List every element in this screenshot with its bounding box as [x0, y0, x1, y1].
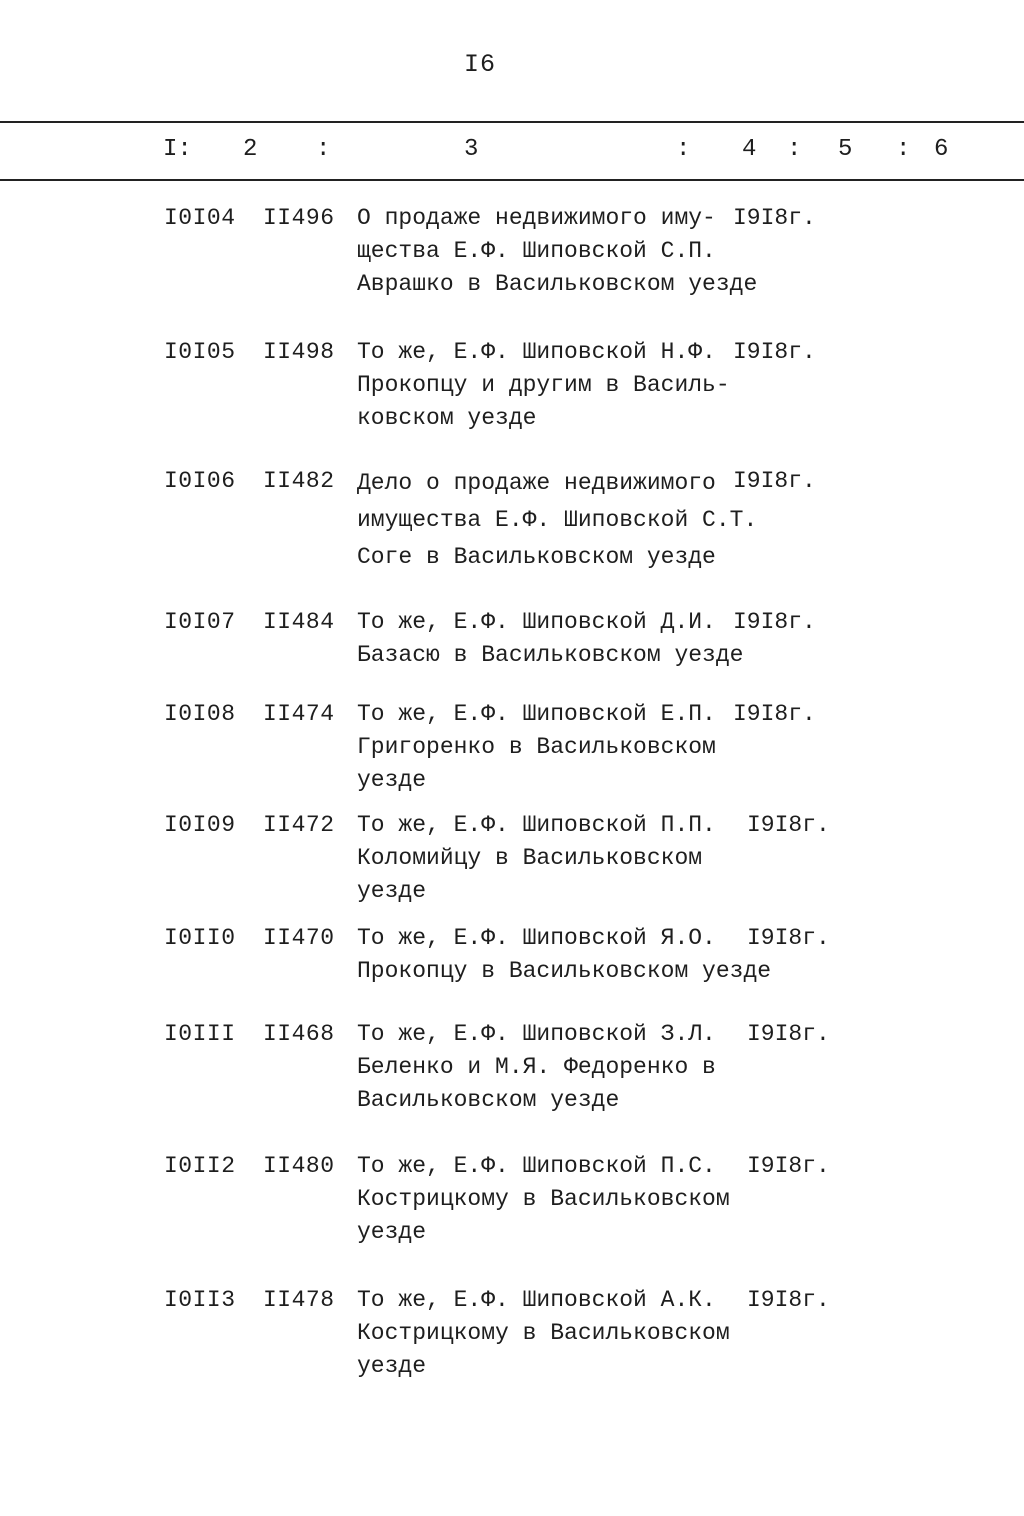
entry-title-line: То же, Е.Ф. Шиповской П.П. [357, 812, 716, 838]
column-header-5: 5 [838, 136, 853, 163]
column-header-1: I: [163, 136, 192, 163]
entry-year: I9I8г. [733, 339, 816, 365]
entry-title-line: ковском уезде [357, 405, 537, 431]
entry-year: I9I8г. [733, 205, 816, 231]
entry-title-line: уезде [357, 1353, 427, 1379]
entry-title-line: То же, Е.Ф. Шиповской П.С. [357, 1153, 716, 1179]
entry-title-line: имущества Е.Ф. Шиповской С.Т. [357, 507, 758, 533]
entry-file-number: II474 [263, 701, 335, 727]
entry-file-number: II484 [263, 609, 335, 635]
entry-year: I9I8г. [747, 1153, 830, 1179]
entry-file-number: II472 [263, 812, 335, 838]
column-separator: : [676, 136, 691, 163]
column-separator: : [316, 136, 331, 163]
entry-file-number: II480 [263, 1153, 335, 1179]
entry-title [357, 1284, 777, 1383]
entry-number: I0I04 [164, 205, 236, 231]
entry-title-line: То же, Е.Ф. Шиповской З.Л. [357, 1021, 716, 1047]
entry-year: I9I8г. [733, 609, 816, 635]
column-header-2: 2 [243, 136, 258, 163]
column-header-3: 3 [464, 136, 479, 163]
entry-file-number: II470 [263, 925, 335, 951]
entry-title-line: уезде [357, 878, 427, 904]
entry-title [357, 336, 777, 435]
column-header-row [0, 136, 1024, 168]
entry-title-line: Прокопцу в Васильковском уезде [357, 958, 772, 984]
entry-title-line: Соге в Васильковском уезде [357, 544, 716, 570]
entry-year: I9I8г. [747, 1287, 830, 1313]
entry-file-number: II496 [263, 205, 335, 231]
entry-title [357, 922, 777, 988]
entry-title-line: уезде [357, 767, 427, 793]
entry-year: I9I8г. [733, 701, 816, 727]
entry-title-line: Дело о продаже недвижимого [357, 470, 716, 496]
entry-number: I0II0 [164, 925, 236, 951]
entry-number: I0II3 [164, 1287, 236, 1313]
entry-title-line: Прокопцу и другим в Василь- [357, 372, 730, 398]
entry-title [357, 809, 777, 908]
entry-title-line: Кострицкому в Васильковском [357, 1186, 730, 1212]
header-top-rule [0, 121, 1024, 123]
entry-title-line: То же, Е.Ф. Шиповской Я.О. [357, 925, 716, 951]
entry-file-number: II498 [263, 339, 335, 365]
entry-number: I0I07 [164, 609, 236, 635]
entry-title-line: уезде [357, 1219, 427, 1245]
entry-title-line: О продаже недвижимого иму- [357, 205, 716, 231]
entry-title-line: щества Е.Ф. Шиповской С.П. [357, 238, 716, 264]
entry-title-line: То же, Е.Ф. Шиповской Д.И. [357, 609, 716, 635]
entry-file-number: II478 [263, 1287, 335, 1313]
entry-number: I0I06 [164, 468, 236, 494]
entry-title-line: Григоренко в Васильковском [357, 734, 716, 760]
entry-title-line: Васильковском уезде [357, 1087, 620, 1113]
entry-number: I0I08 [164, 701, 236, 727]
entry-year: I9I8г. [747, 1021, 830, 1047]
entry-title-line: Коломийцу в Васильковском [357, 845, 703, 871]
entry-year: I9I8г. [747, 925, 830, 951]
entry-number: I0II2 [164, 1153, 236, 1179]
header-bottom-rule [0, 179, 1024, 181]
entry-file-number: II468 [263, 1021, 335, 1047]
entry-title-line: То же, Е.Ф. Шиповской Е.П. [357, 701, 716, 727]
entry-title-line: То же, Е.Ф. Шиповской А.К. [357, 1287, 716, 1313]
entry-title-line: То же, Е.Ф. Шиповской Н.Ф. [357, 339, 716, 365]
entry-file-number: II482 [263, 468, 335, 494]
entry-title-line: Аврашко в Васильковском уезде [357, 271, 758, 297]
column-separator: : [896, 136, 911, 163]
entry-title [357, 698, 777, 797]
entry-title [357, 1150, 777, 1249]
entry-title [357, 202, 777, 301]
column-header-6: 6 [934, 136, 949, 163]
entry-title [357, 1018, 777, 1117]
entry-title-line: Беленко и М.Я. Федоренко в [357, 1054, 716, 1080]
entry-title [357, 465, 777, 576]
page-number: I6 [463, 50, 496, 79]
entry-year: I9I8г. [733, 468, 816, 494]
entry-number: I0I09 [164, 812, 236, 838]
entry-number: I0I05 [164, 339, 236, 365]
entry-year: I9I8г. [747, 812, 830, 838]
entry-title-line: Базасю в Васильковском уезде [357, 642, 744, 668]
entry-number: I0III [164, 1021, 236, 1047]
column-header-4: 4 [742, 136, 757, 163]
entry-title-line: Кострицкому в Васильковском [357, 1320, 730, 1346]
column-separator: : [787, 136, 802, 163]
entry-title [357, 606, 777, 672]
